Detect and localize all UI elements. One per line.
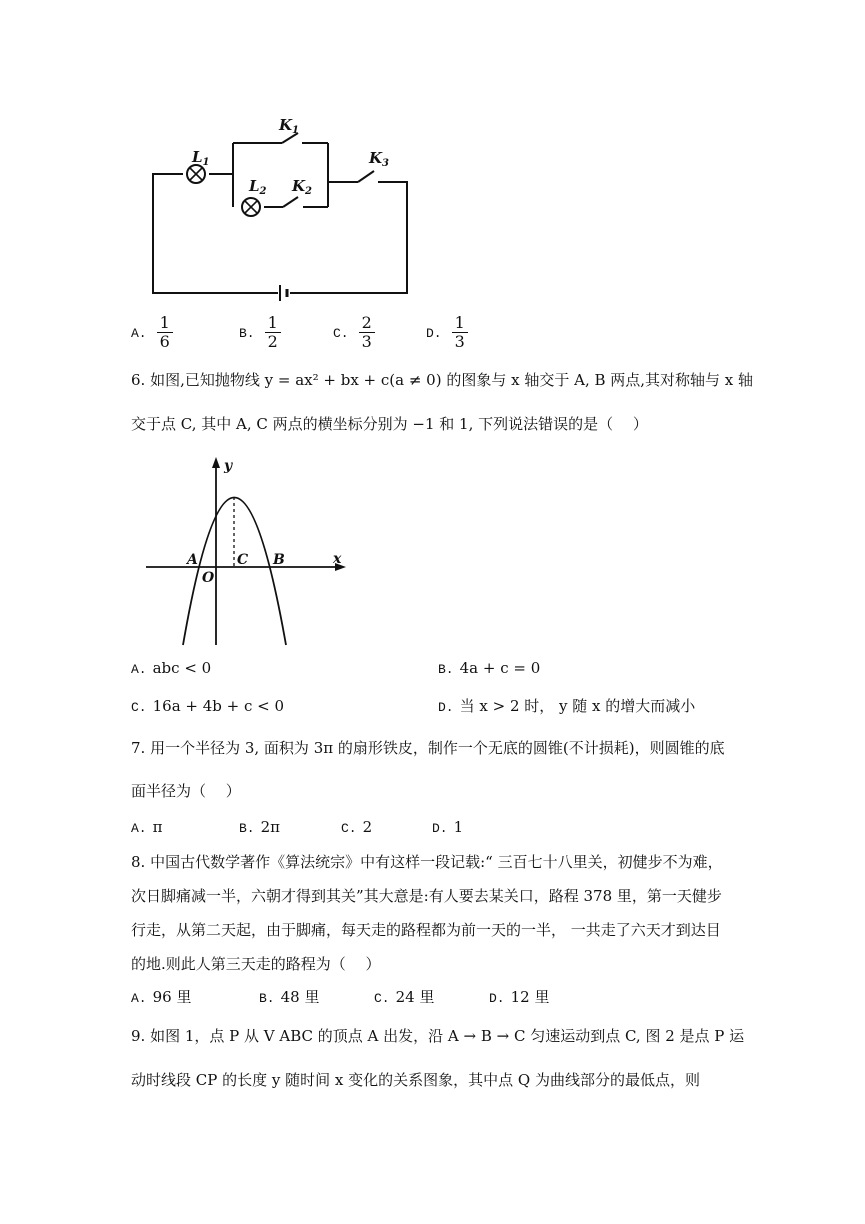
q7-option-d: D. 1 [432, 818, 464, 836]
q7-text-line2: 面半径为（ ） [131, 782, 241, 800]
q6-text-line2: 交于点 C, 其中 A, C 两点的横坐标分别为 −1 和 1, 下列说法错误的是（ ） [131, 415, 648, 433]
q7-text-line1: 7. 用一个半径为 3, 面积为 3π 的扇形铁皮，制作一个无底的圆锥(不计损耗)，则圆锥的底 [131, 739, 725, 757]
lamp-l1-label: $L_1$ [192, 148, 210, 168]
q6-option-b: B. 4a + c = 0 [438, 659, 541, 677]
q8-text-line3: 行走，从第二天起，由于脚痛，每天走的路程都为前一天的一半， 一共走了六天才到达目 [131, 921, 721, 939]
y-axis-label: y [224, 458, 233, 474]
q8-text-line4: 的地.则此人第三天走的路程为（ ） [131, 955, 381, 973]
q8-text-line1: 8. 中国古代数学著作《算法统宗》中有这样一段记载:“ 三百七十八里关，初健步不为难， [131, 853, 723, 871]
q6-option-a: A. abc < 0 [131, 659, 212, 677]
q6-text-line1: 6. 如图,已知抛物线 y = ax² + bx + c(a ≠ 0) 的图象与 x 轴交于 A, B 两点,其对称轴与 x 轴 [131, 371, 754, 389]
origin-label: O [202, 570, 215, 586]
q5-option-c: C. $\frac{2}{3}$ [333, 314, 375, 351]
q9-text-line1: 9. 如图 1，点 P 从 V ABC 的顶点 A 出发，沿 A → B → C 匀速运动到点 C, 图 2 是点 P 运 [131, 1027, 745, 1045]
q8-option-a: A. 96 里 [131, 988, 192, 1006]
switch-k3-label: $K_3$ [369, 149, 390, 169]
q7-option-a: A. π [131, 818, 163, 836]
q5-option-b: B. $\frac{1}{2}$ [239, 314, 281, 351]
point-b-label: B [273, 552, 285, 568]
x-axis-label: x [333, 551, 342, 567]
circuit-diagram [140, 110, 440, 305]
q5-option-d: D. $\frac{1}{3}$ [426, 314, 468, 351]
q8-text-line2: 次日脚痛减一半，六朝才得到其关”其大意是:有人要去某关口，路程 378 里，第一天健步 [131, 887, 722, 905]
lamp-l2-label: $L_2$ [249, 177, 267, 197]
switch-k2-label: $K_2$ [292, 177, 313, 197]
switch-k1-label: $K_1$ [279, 116, 300, 136]
q8-option-c: C. 24 里 [374, 988, 435, 1006]
q9-text-line2: 动时线段 CP 的长度 y 随时间 x 变化的关系图象，其中点 Q 为曲线部分的最低点，则 [131, 1071, 700, 1089]
q5-option-a: A. $\frac{1}{6}$ [131, 314, 173, 351]
q6-option-c: C. 16a + 4b + c < 0 [131, 697, 285, 715]
q8-option-b: B. 48 里 [259, 988, 320, 1006]
point-a-label: A [187, 552, 198, 568]
point-c-label: C [237, 552, 249, 568]
parabola-graph [140, 450, 350, 650]
q8-option-d: D. 12 里 [489, 988, 550, 1006]
q7-option-b: B. 2π [239, 818, 281, 836]
q7-option-c: C. 2 [341, 818, 373, 836]
q6-option-d: D. 当 x > 2 时， y 随 x 的增大而减小 [438, 697, 696, 715]
